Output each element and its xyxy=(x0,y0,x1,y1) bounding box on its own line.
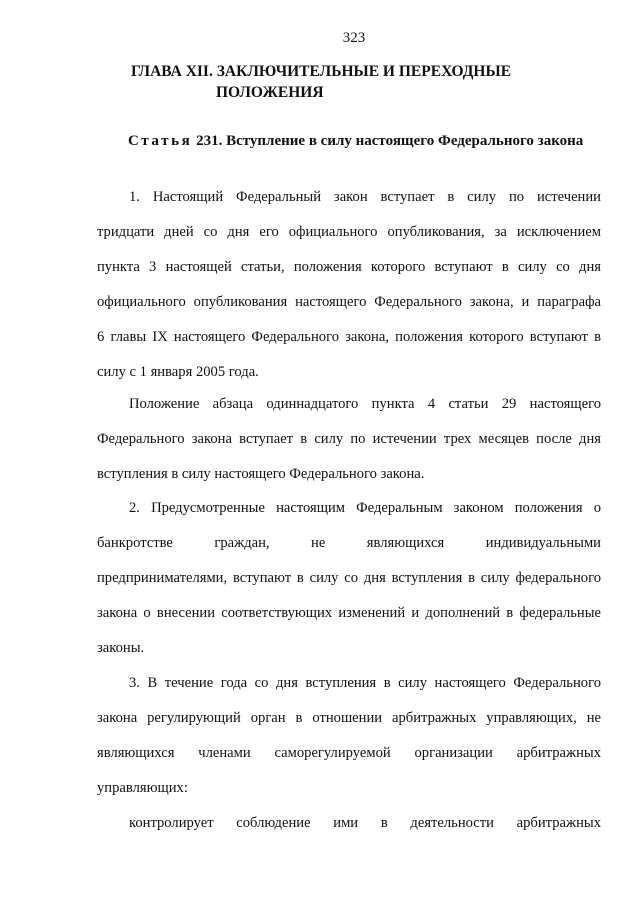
chapter-heading xyxy=(131,61,571,103)
text-line: официального опубликования настоящего Федерального закона, и параграфа xyxy=(97,294,601,310)
article-number: 231. xyxy=(196,133,223,149)
text-line: законы. xyxy=(97,640,145,656)
article-title: Вступление в силу настоящего Федерального закона xyxy=(226,133,584,149)
text-line: вступления в силу настоящего Федерального закона. xyxy=(97,466,425,482)
chapter-title-line2: ПОЛОЖЕНИЯ xyxy=(216,84,324,101)
text-line: 1. Настоящий Федеральный закон вступает в силу по истечении xyxy=(129,189,601,205)
text-line: контролирует соблюдение ими в деятельности арбитражных xyxy=(129,815,601,831)
article-label: Статья xyxy=(128,133,193,149)
text-line: тридцати дней со дня его официального опубликования, за исключением xyxy=(97,224,601,240)
paragraph-1 xyxy=(97,180,601,390)
paragraph-4 xyxy=(97,666,601,806)
text-line: 2. Предусмотренные настоящим Федеральным законом положения о xyxy=(129,500,601,516)
chapter-label: ГЛАВА XII. xyxy=(131,63,213,80)
text-line: закона о внесении соответствующих изменений и дополнений в федеральные xyxy=(97,605,601,621)
text-line: закона регулирующий орган в отношении арбитражных управляющих, не xyxy=(97,710,601,726)
text-line: пункта 3 настоящей статьи, положения которого вступают в силу со дня xyxy=(97,259,601,275)
text-line: предпринимателями, вступают в силу со дня вступления в силу федерального xyxy=(97,570,601,586)
paragraph-3 xyxy=(97,491,601,666)
text-line: управляющих: xyxy=(97,780,188,796)
chapter-title-line1: ЗАКЛЮЧИТЕЛЬНЫЕ И ПЕРЕХОДНЫЕ xyxy=(216,63,512,80)
text-line: силу с 1 января 2005 года. xyxy=(97,364,259,380)
page-number: 323 xyxy=(342,30,366,46)
text-line: являющихся членами саморегулируемой организации арбитражных xyxy=(97,745,601,761)
paragraph-2 xyxy=(97,387,601,492)
text-line: 6 главы IX настоящего Федерального закона, положения которого вступают в xyxy=(97,329,601,345)
text-line: банкротстве граждан, не являющихся индивидуальными xyxy=(97,535,601,551)
text-line: 3. В течение года со дня вступления в силу настоящего Федерального xyxy=(129,675,601,691)
text-line: Положение абзаца одиннадцатого пункта 4 статьи 29 настоящего xyxy=(129,396,601,412)
article-heading xyxy=(128,133,608,150)
paragraph-5 xyxy=(97,806,601,841)
text-line: Федерального закона вступает в силу по истечении трех месяцев после дня xyxy=(97,431,601,447)
